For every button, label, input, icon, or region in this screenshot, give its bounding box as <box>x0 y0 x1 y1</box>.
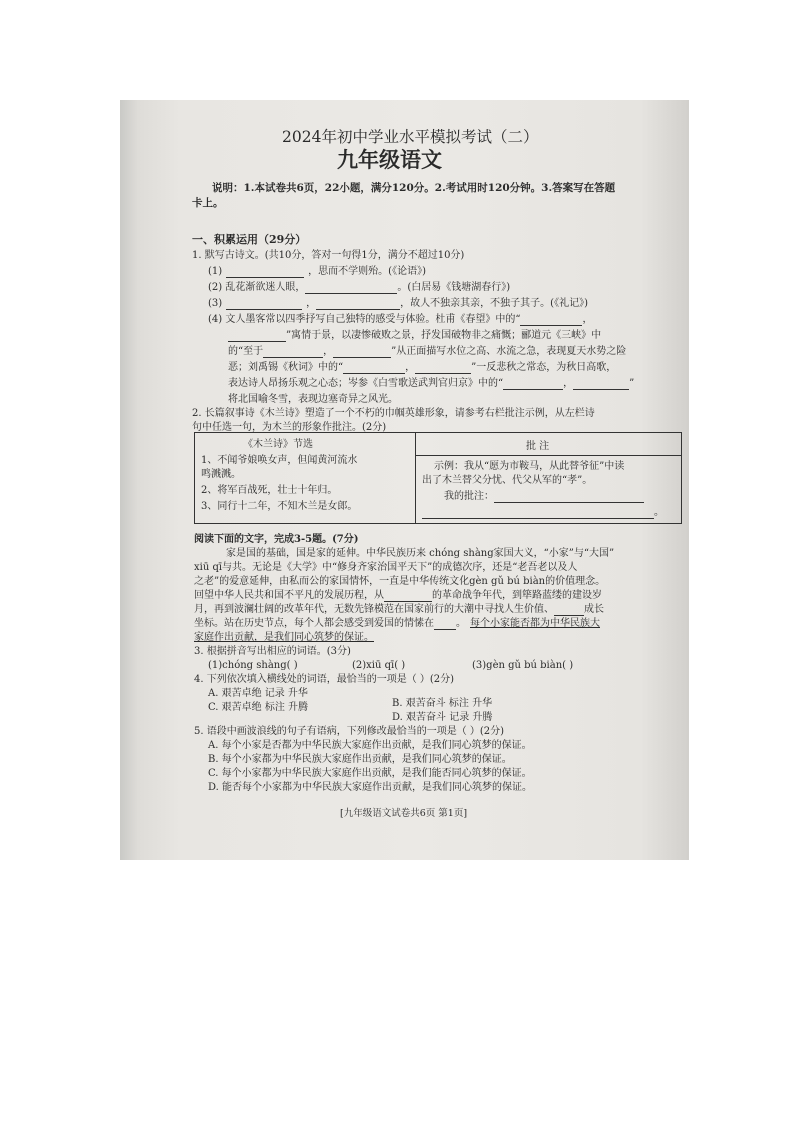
q5-option-c: C. 每个小家都为中华民族大家庭作出贡献，是我们能否同心筑梦的保证。 <box>208 768 532 779</box>
q1-4-line6: 将北国喻冬雪，表现边塞奇异之风光。 <box>228 394 398 405</box>
q1-3: (3) ， ，故人不独亲其亲，不独子其子。(《礼记》) <box>208 298 588 309</box>
table-right-3: 。 <box>422 507 664 519</box>
q4-option-c: C. 艰苦卓绝 标注 升腾 <box>208 702 309 713</box>
q1-2: (2) 乱花渐欲迷人眼， 。(白居易《钱塘湖春行》) <box>208 282 511 293</box>
table-left-head: 《木兰诗》节选 <box>243 439 313 450</box>
q2-stem-1: 2. 长篇叙事诗《木兰诗》塑造了一个不朽的巾帼英雄形象，请参考右栏批注示例，从左栏诗 <box>192 408 595 419</box>
exam-sheet <box>142 100 672 860</box>
reading-p4: 回望中华人民共和国不平凡的发展历程，从 的革命战争年代，到筚路蓝缕的建设岁 <box>194 590 602 601</box>
reading-p5: 月，再到波澜壮阔的改革年代，无数先锋模范在国家前行的大潮中寻找人生价值、 成长 <box>194 604 604 615</box>
exam-title: 2024年初中学业水平模拟考试（二） <box>282 128 539 146</box>
table-left-3: 3、同行十二年，不知木兰是女郎。 <box>201 501 358 512</box>
q1-4-line4: 恶；刘禹锡《秋词》中的“ ， ”一反悲秋之常态，为秋日高歌， <box>228 362 617 373</box>
reading-p2: xiū qī与共。无论是《大学》中“修身齐家治国平天下”的成德次序，还是“老吾老以及人 <box>194 562 578 573</box>
q4-option-a: A. 艰苦卓绝 记录 升华 <box>208 688 308 699</box>
table-right-1b: 出了木兰替父分忧、代父从军的“孝”。 <box>422 475 593 486</box>
exam-subject: 九年级语文 <box>337 147 442 172</box>
reading-p7: 家庭作出贡献，是我们同心筑梦的保证。 <box>194 632 374 643</box>
q2-stem-2: 句中任选一句，为木兰的形象作批注。(2分) <box>192 422 387 433</box>
section-heading: 一、积累运用（29分） <box>192 233 307 246</box>
q4-option-b: B. 艰苦奋斗 标注 升华 <box>392 698 493 709</box>
reading-p6: 坐标。站在历史节点，每个人都会感受到爱国的情愫在 。 每个小家能否都为中华民族大 <box>194 618 600 629</box>
q5-option-d: D. 能否每个小家都为中华民族大家庭作出贡献，是我们同心筑梦的保证。 <box>208 782 533 793</box>
exam-photo <box>120 100 689 860</box>
table-left-1a: 1、不闻爷娘唤女声，但闻黄河流水 <box>201 455 358 466</box>
mulan-right-cell <box>416 433 682 524</box>
page-footer: [九年级语文试卷共6页 第1页] <box>340 808 468 819</box>
q1-4-line3: 的“至于 ， ”从正面描写水位之高、水流之急，表现夏天水势之险 <box>228 346 627 357</box>
q3-a: (1)chóng shàng( ) <box>208 660 298 671</box>
table-left-2: 2、将军百战死，壮士十年归。 <box>201 485 338 496</box>
reading-heading: 阅读下面的文字，完成3-5题。(7分) <box>194 534 359 545</box>
table-right-head: 批 注 <box>526 441 550 452</box>
q5-option-b: B. 每个小家都为中华民族大家庭作出贡献，是我们同心筑梦的保证。 <box>208 754 512 765</box>
reading-p3: 之老”的爱意延伸，由私而公的家国情怀，一直是中华传统文化gèn gǔ bú biàn的价值理念。 <box>194 576 606 587</box>
q1-4-line1: (4) 文人墨客常以四季抒写自己独特的感受与体验。杜甫《春望》中的“ ， <box>208 314 593 325</box>
mulan-table <box>194 432 682 524</box>
table-right-2: 我的批注： <box>444 491 644 503</box>
q1-1: (1) ，思而不学则殆。(《论语》) <box>208 266 426 277</box>
q3-b: (2)xiū qī( ) <box>352 660 406 671</box>
q3-c: (3)gèn gǔ bú biàn( ) <box>472 660 574 671</box>
q4-stem: 4. 下列依次填入横线处的词语，最恰当的一项是（ ）(2分) <box>194 674 455 685</box>
exam-note-2: 卡上。 <box>192 197 224 209</box>
q3-stem: 3. 根据拼音写出相应的词语。(3分) <box>194 646 351 657</box>
q5-option-a: A. 每个小家是否都为中华民族大家庭作出贡献，是我们同心筑梦的保证。 <box>208 740 532 751</box>
q4-option-d: D. 艰苦奋斗 记录 升腾 <box>392 712 493 723</box>
q5-stem: 5. 语段中画波浪线的句子有语病，下列修改最恰当的一项是（ ）(2分) <box>194 726 505 737</box>
q1-stem: 1. 默写古诗文。(共10分，答对一句得1分，满分不超过10分) <box>192 250 465 261</box>
q1-4-line2: ”寓情于景，以凄惨破败之景，抒发国破物非之痛慨；郦道元《三峡》中 <box>228 330 601 342</box>
exam-note-1: 说明：1.本试卷共6页，22小题，满分120分。2.考试用时120分钟。3.答案写在答题 <box>212 182 616 194</box>
mulan-left-cell <box>195 433 416 524</box>
reading-p1: 家是国的基础，国是家的延伸。中华民族历来 chóng shàng家国大义，“小家”与“大国” <box>226 548 615 559</box>
table-left-1b: 鸣溅溅。 <box>201 469 241 480</box>
q1-4-line5: 表达诗人昂扬乐观之心态；岑参《白雪歌送武判官归京》中的“ ， ” <box>228 378 635 389</box>
table-right-1a: 示例：我从“愿为市鞍马，从此替爷征”中读 <box>434 461 625 472</box>
